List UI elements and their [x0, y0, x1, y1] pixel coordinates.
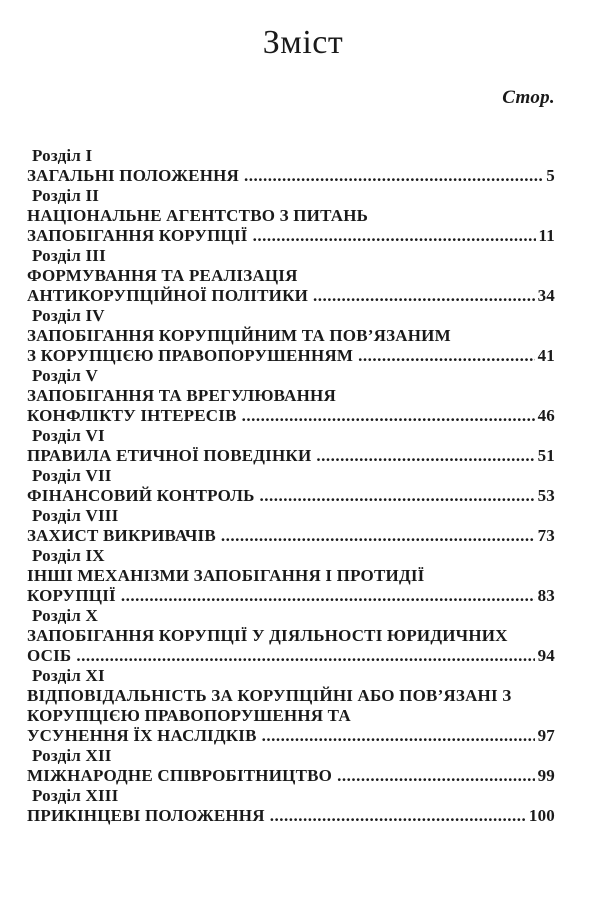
entry-page-number: 97 — [537, 726, 555, 745]
entry-page-number: 100 — [528, 806, 555, 825]
entry-last-line — [27, 166, 555, 186]
entry-last-line — [27, 766, 555, 786]
entry-title-text: ОСІБ — [27, 646, 72, 665]
dot-leader — [270, 806, 526, 826]
entry-lines — [27, 326, 555, 366]
dot-leader — [260, 486, 535, 506]
chapter-label: Розділ V — [32, 366, 98, 385]
toc-entry — [27, 186, 555, 246]
chapter-label: Розділ IV — [32, 306, 105, 325]
entry-lines — [27, 686, 555, 746]
entry-last-line — [27, 486, 555, 506]
dot-leader — [253, 226, 536, 246]
page-title: Зміст — [262, 24, 344, 61]
chapter-label: Розділ II — [32, 186, 100, 205]
dot-leader — [221, 526, 535, 546]
entry-title-text: КОРУПЦІЇ — [27, 586, 116, 605]
entry-title-text: МІЖНАРОДНЕ СПІВРОБІТНИЦТВО — [27, 766, 333, 785]
chapter-label: Розділ VII — [32, 466, 112, 485]
entry-lines — [27, 266, 555, 306]
entry-page-number: 46 — [537, 406, 555, 425]
toc-entry — [27, 426, 555, 466]
toc-entry — [27, 746, 555, 786]
entry-lines — [27, 166, 555, 186]
entry-page-number: 73 — [537, 526, 555, 545]
dot-leader — [242, 406, 535, 426]
entry-title-line: КОРУПЦІЄЮ ПРАВОПОРУШЕННЯ ТА — [27, 706, 351, 725]
chapter-label: Розділ VIII — [32, 506, 119, 525]
entry-lines — [27, 566, 555, 606]
entry-title-text: ПРИКІНЦЕВІ ПОЛОЖЕННЯ — [27, 806, 265, 825]
entry-last-line — [27, 646, 555, 666]
toc-entry — [27, 366, 555, 426]
entry-page-number: 83 — [537, 586, 555, 605]
entry-lines — [27, 486, 555, 506]
entry-lines — [27, 806, 555, 826]
entry-title-line: ЗАПОБІГАННЯ ТА ВРЕГУЛЮВАННЯ — [27, 386, 336, 405]
toc-entries — [27, 146, 555, 826]
entry-title-text: УСУНЕННЯ ЇХ НАСЛІДКІВ — [27, 726, 257, 745]
toc-entry — [27, 246, 555, 306]
entry-last-line — [27, 586, 555, 606]
dot-leader — [316, 446, 534, 466]
entry-title-text: ЗАПОБІГАННЯ КОРУПЦІЇ — [27, 226, 248, 245]
dot-leader — [262, 726, 535, 746]
entry-page-number: 51 — [537, 446, 555, 465]
entry-title-line: ЗАПОБІГАННЯ КОРУПЦІЇ У ДІЯЛЬНОСТІ ЮРИДИЧНИХ — [27, 626, 508, 645]
entry-page-number: 94 — [537, 646, 555, 665]
entry-last-line — [27, 226, 555, 246]
entry-title-line: НАЦІОНАЛЬНЕ АГЕНТСТВО З ПИТАНЬ — [27, 206, 369, 225]
entry-title-line: ФОРМУВАННЯ ТА РЕАЛІЗАЦІЯ — [27, 266, 298, 285]
chapter-label: Розділ X — [32, 606, 98, 625]
dot-leader — [358, 346, 534, 366]
entry-page-number: 53 — [537, 486, 555, 505]
chapter-label: Розділ I — [32, 146, 93, 165]
toc-entry — [27, 146, 555, 186]
entry-lines — [27, 206, 555, 246]
entry-page-number: 99 — [537, 766, 555, 785]
entry-last-line — [27, 446, 555, 466]
entry-last-line — [27, 406, 555, 426]
entry-lines — [27, 626, 555, 666]
entry-title-text: ПРАВИЛА ЕТИЧНОЇ ПОВЕДІНКИ — [27, 446, 312, 465]
chapter-label: Розділ XI — [32, 666, 105, 685]
dot-leader — [76, 646, 534, 666]
entry-title-text: ФІНАНСОВИЙ КОНТРОЛЬ — [27, 486, 255, 505]
toc-entry — [27, 466, 555, 506]
entry-page-number: 11 — [538, 226, 555, 245]
entry-title-text: АНТИКОРУПЦІЙНОЇ ПОЛІТИКИ — [27, 286, 309, 305]
chapter-label: Розділ XII — [32, 746, 112, 765]
entry-last-line — [27, 806, 555, 826]
dot-leader — [337, 766, 535, 786]
entry-title-text: З КОРУПЦІЄЮ ПРАВОПОРУШЕННЯМ — [27, 346, 354, 365]
entry-page-number: 41 — [537, 346, 555, 365]
toc-entry — [27, 546, 555, 606]
entry-title-text: КОНФЛІКТУ ІНТЕРЕСІВ — [27, 406, 237, 425]
toc-entry — [27, 506, 555, 546]
toc-entry — [27, 306, 555, 366]
entry-title-line: ІНШІ МЕХАНІЗМИ ЗАПОБІГАННЯ І ПРОТИДІЇ — [27, 566, 425, 585]
entry-title-line: ВІДПОВІДАЛЬНІСТЬ ЗА КОРУПЦІЙНІ АБО ПОВ’ЯЗАНІ З — [27, 686, 512, 705]
entry-page-number: 34 — [537, 286, 555, 305]
chapter-label: Розділ XIII — [32, 786, 119, 805]
page-column-header: Стор. — [502, 87, 555, 108]
entry-title-line: ЗАПОБІГАННЯ КОРУПЦІЙНИМ ТА ПОВ’ЯЗАНИМ — [27, 326, 451, 345]
entry-last-line — [27, 726, 555, 746]
toc-entry — [27, 666, 555, 746]
entry-title-text: ЗАГАЛЬНІ ПОЛОЖЕННЯ — [27, 166, 240, 185]
dot-leader — [313, 286, 535, 306]
entry-last-line — [27, 526, 555, 546]
entry-lines — [27, 446, 555, 466]
entry-last-line — [27, 346, 555, 366]
entry-lines — [27, 766, 555, 786]
chapter-label: Розділ IX — [32, 546, 105, 565]
chapter-label: Розділ III — [32, 246, 106, 265]
entry-page-number: 5 — [546, 166, 555, 185]
dot-leader — [121, 586, 535, 606]
entry-last-line — [27, 286, 555, 306]
dot-leader — [244, 166, 543, 186]
chapter-label: Розділ VI — [32, 426, 105, 445]
entry-lines — [27, 386, 555, 426]
entry-title-text: ЗАХИСТ ВИКРИВАЧІВ — [27, 526, 216, 545]
entry-lines — [27, 526, 555, 546]
toc-entry — [27, 606, 555, 666]
toc-entry — [27, 786, 555, 826]
